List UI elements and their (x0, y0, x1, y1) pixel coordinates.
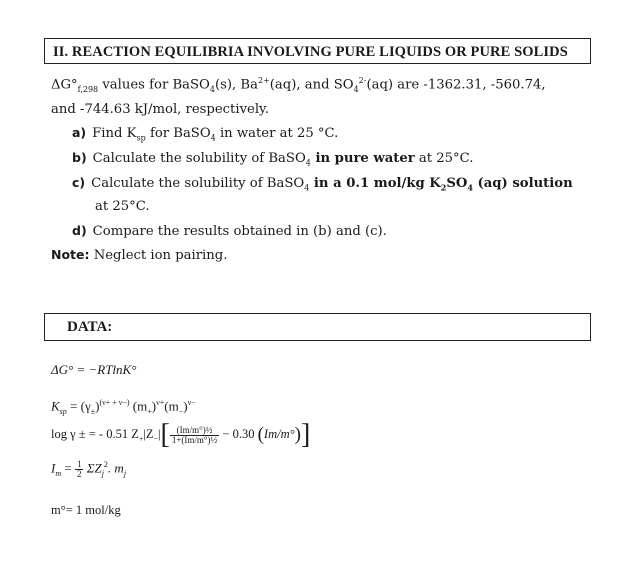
item-a-text-3: in water at 25 °C. (215, 126, 339, 141)
note (51, 247, 227, 263)
item-b-text-2: at 25°C. (414, 151, 474, 166)
is-sum: ΣZ (83, 460, 102, 476)
data-header-text: DATA: (67, 319, 113, 335)
delta-g-subscript: f,298 (77, 85, 99, 95)
item-b (72, 150, 473, 168)
so4-sub: 4 (353, 85, 359, 95)
gibbs-equation-text: ΔG° = −RTlnK° (51, 362, 137, 377)
dh-fraction (170, 426, 219, 445)
item-a-text-1: Find K (92, 126, 137, 141)
gamma-pm-sub: ± (90, 406, 96, 416)
section-header-text: II. REACTION EQUILIBRIA INVOLVING PURE LIQUIDS OR PURE SOLIDS (53, 44, 568, 60)
item-c-text-1: Calculate the solubility of BaSO (91, 176, 305, 191)
item-c-sub4: 4 (304, 183, 310, 193)
item-a (72, 125, 338, 143)
dh-tail: − 0.30 (219, 426, 258, 441)
ksp-exponent-3: ν− (187, 398, 196, 407)
item-b-sub4: 4 (305, 158, 311, 168)
item-a-sub4: 4 (210, 133, 216, 143)
item-d-text: Compare the results obtained in (b) and (c). (92, 224, 387, 239)
item-c-bold-3: (aq) solution (472, 176, 573, 191)
left-paren: ( (257, 424, 264, 445)
zj-sub: j (101, 469, 104, 479)
half-num: 1 (76, 459, 82, 469)
z-plus-sub: + (138, 434, 144, 444)
item-d (72, 223, 387, 239)
m-plus-sub: + (147, 406, 152, 416)
equation-gibbs (51, 362, 136, 378)
item-c-line-2 (95, 199, 150, 214)
sub-4: 4 (209, 85, 215, 95)
ksp-symbol: K (51, 398, 60, 414)
dh-lhs: log γ ± = - 0.51 Z (51, 426, 139, 441)
item-c-line-2-text: at 25°C. (95, 199, 150, 214)
delta-g-symbol: ΔG° (51, 77, 78, 93)
so4-sub-b: 4 (467, 182, 473, 193)
item-b-bold: in pure water (310, 151, 415, 166)
item-a-label: a) (72, 125, 87, 140)
intro-line-2 (51, 102, 269, 117)
section-header-data (44, 313, 591, 341)
ionic-strength-sub: m (55, 469, 62, 479)
left-bracket: [ (160, 419, 170, 450)
ksp-subscript: sp (59, 406, 67, 416)
item-c (72, 175, 573, 193)
dh-ratio: Im/m° (263, 426, 295, 441)
m-minus-close: ) (183, 398, 188, 414)
ksp-exponent-1: (ν+ + ν−) (99, 398, 130, 407)
mj-sub: j (123, 469, 127, 479)
so4-charge: 2- (358, 76, 367, 85)
dh-frac-den: 1+(Im/m°)½ (171, 434, 218, 445)
intro-text-b: (s), Ba (214, 77, 258, 93)
ksp-close-paren: ) (95, 398, 100, 414)
right-paren: ) (294, 424, 301, 445)
item-b-text-1: Calculate the solubility of BaSO (92, 151, 306, 166)
ksp-sub: sp (136, 133, 146, 143)
right-bracket: ] (300, 419, 311, 450)
item-c-bold-2: SO (446, 176, 468, 191)
item-a-text-2: for BaSO (145, 126, 211, 141)
dh-mid: |Z (143, 426, 154, 441)
note-text: Neglect ion pairing. (89, 248, 228, 263)
item-d-label: d) (72, 223, 87, 238)
standard-molality-text: m°= 1 mol/kg (51, 503, 121, 517)
note-label: Note: (51, 247, 90, 262)
item-b-label: b) (72, 150, 87, 165)
m-plus: (m (129, 398, 148, 414)
intro-text-d: (aq) are -1362.31, -560.74, (366, 77, 546, 93)
item-c-bold: in a 0.1 mol/kg K (309, 176, 441, 191)
equation-ksp (51, 398, 196, 416)
standard-molality (51, 503, 121, 518)
is-equals: = (61, 460, 75, 476)
intro-text-c: (aq), and SO (269, 77, 354, 93)
k2-sub: 2 (440, 182, 447, 193)
ba-charge: 2+ (257, 76, 270, 85)
m-plus-close: ) (151, 398, 157, 414)
intro-text-a: values for BaSO (98, 77, 210, 93)
intro-line-2-text: and -744.63 kJ/mol, respectively. (51, 102, 269, 117)
item-c-label: c) (72, 175, 86, 190)
m-minus-sub: − (178, 406, 184, 416)
dh-abs-bar: | (158, 426, 161, 441)
is-m: . m (107, 460, 124, 476)
section-header-reaction-equilibria (44, 38, 591, 64)
z-minus-sub: − (153, 434, 159, 444)
ksp-gamma: = (γ (66, 398, 91, 414)
dh-frac-num: (Im/m°)½ (170, 426, 219, 436)
equation-debye-huckel (51, 419, 311, 450)
ionic-strength-symbol: I (51, 460, 56, 476)
ksp-exponent-2: ν+ (156, 398, 165, 407)
equation-ionic-strength (51, 460, 126, 479)
intro-line-1 (51, 76, 546, 94)
half-den: 2 (76, 469, 82, 479)
zj-sup: 2 (103, 460, 108, 470)
m-minus: (m (164, 398, 179, 414)
